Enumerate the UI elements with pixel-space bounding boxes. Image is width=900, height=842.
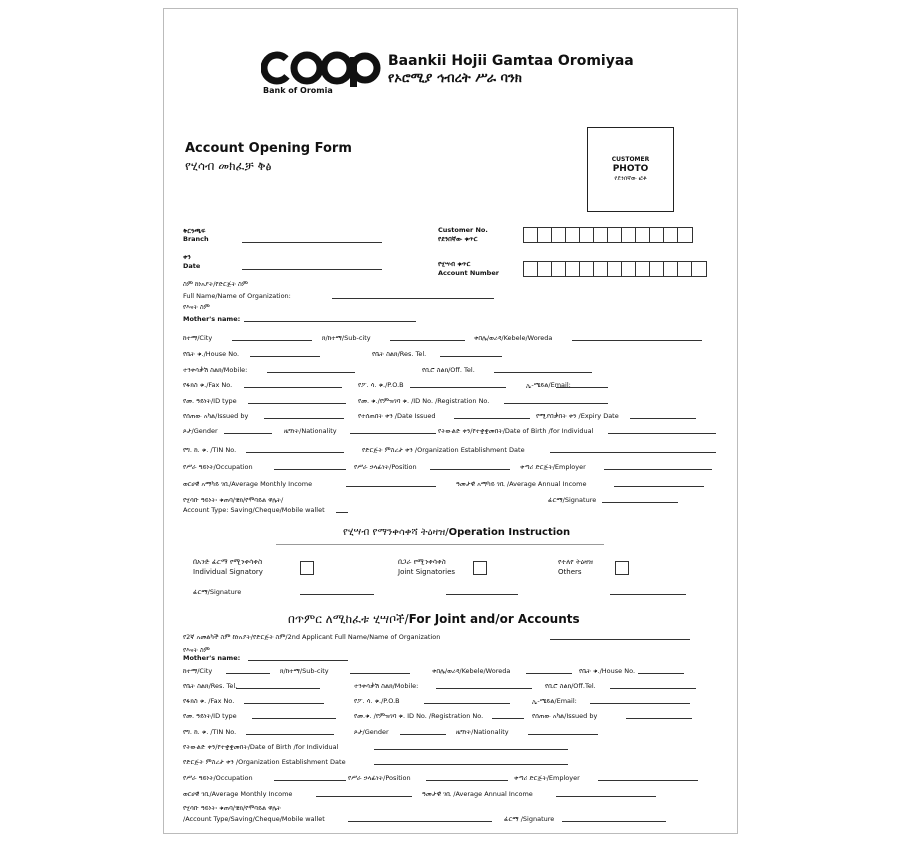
- customer-no-label: Customer No.: [438, 226, 488, 234]
- operation-signature-label: ፊርማ/Signature: [193, 588, 242, 596]
- form-title-en: Account Opening Form: [185, 141, 352, 156]
- email-field[interactable]: [556, 387, 608, 388]
- employer-label: ቀጣሪ ድርጅት/Employer: [520, 463, 586, 471]
- joint-heading-en: For Joint and/or Accounts: [408, 612, 580, 626]
- signature-field-1[interactable]: [300, 594, 374, 595]
- joint-kebele-field[interactable]: [526, 673, 572, 674]
- bank-name-en: Baankii Hojii Gamtaa Oromiyaa: [388, 53, 634, 69]
- avg-annual-income-field[interactable]: [614, 486, 704, 487]
- joint-org-date-field[interactable]: [374, 764, 568, 765]
- individual-signatory-label: Individual Signatory: [193, 568, 263, 576]
- applicant-name-field[interactable]: [550, 639, 690, 640]
- individual-signatory-checkbox[interactable]: [300, 561, 314, 575]
- joint-issued-by-label: የሰጠው አካል/Issued by: [532, 712, 598, 720]
- joint-house-no-label: የቤት ቁ./House No.: [579, 667, 636, 675]
- joint-email-field[interactable]: [590, 703, 690, 704]
- employer-field[interactable]: [604, 469, 712, 470]
- joint-org-date-label: የድርጅት ምስረታ ቀን /Organization Establishment Date: [183, 758, 346, 766]
- org-date-field[interactable]: [550, 452, 716, 453]
- joint-id-type-label: የመ. ዓይነት/ID type: [183, 712, 237, 720]
- full-name-field[interactable]: [332, 298, 494, 299]
- coop-logo-icon: [261, 47, 381, 87]
- nationality-label: ዜግነት/Nationality: [284, 427, 337, 435]
- joint-avg-annual-income-field[interactable]: [556, 796, 656, 797]
- issued-by-label: የሰጠው አካል/Issued by: [183, 412, 249, 420]
- joint-heading-am: በጥምር ለሚከፈቱ ሂሣቦች/: [288, 612, 409, 626]
- full-name-label-am: ስም ከነአያት/የድርጅት ስም: [183, 280, 248, 288]
- others-label: Others: [558, 568, 582, 576]
- house-no-label: የቤት ቁ./House No.: [183, 350, 240, 358]
- joint-position-field[interactable]: [426, 780, 508, 781]
- date-label-am: ቀን: [183, 253, 191, 261]
- avg-monthly-income-field[interactable]: [346, 486, 436, 487]
- id-type-label: የመ. ዓይነት/ID type: [183, 397, 237, 405]
- res-tel-field[interactable]: [440, 356, 502, 357]
- individual-signatory-label-am: በአንድ ፊርማ የሚንቀሳቀስ: [193, 558, 263, 566]
- id-no-field[interactable]: [504, 403, 608, 404]
- city-label: ከተማ/City: [183, 334, 213, 342]
- position-field[interactable]: [430, 469, 510, 470]
- joint-position-label: የሥራ ኃላፊነት/Position: [348, 774, 411, 782]
- joint-off-tel-label: የቢሮ ስልክ/Off.Tel.: [545, 682, 596, 690]
- expiry-date-label: የሚያበቃበት ቀን /Expiry Date: [536, 412, 619, 420]
- joint-fax-label: የፋክስ ቁ. /Fax No.: [183, 697, 235, 705]
- joint-employer-label: ቀጣሪ ድርጅት/Employer: [514, 774, 580, 782]
- account-no-label: Account Number: [438, 269, 499, 277]
- joint-account-type-field[interactable]: [348, 821, 492, 822]
- joint-avg-annual-income-label: ዓመታዊ ገቢ /Average Annual Income: [422, 790, 533, 798]
- joint-city-field[interactable]: [226, 673, 270, 674]
- joint-gender-label: ጾታ/Gender: [354, 728, 389, 736]
- expiry-date-field[interactable]: [630, 418, 696, 419]
- joint-nationality-field[interactable]: [528, 734, 598, 735]
- joint-res-tel-field[interactable]: [236, 688, 320, 689]
- fax-field[interactable]: [244, 387, 342, 388]
- subcity-field[interactable]: [390, 340, 465, 341]
- date-label: Date: [183, 262, 201, 270]
- form-sheet: [163, 8, 738, 834]
- joint-avg-monthly-income-label: ወርሀዊ ገቢ/Average Monthly Income: [183, 790, 293, 798]
- logo-subtext: Bank of Oromia: [263, 86, 333, 95]
- occupation-label: የሥራ ዓይነት/Occupation: [183, 463, 253, 471]
- date-issued-label: የተሰጠበት ቀን /Date Issued: [358, 412, 436, 420]
- email-label: ኢ-ሜይል/Email:: [526, 381, 571, 389]
- avg-annual-income-label: ዓመታዊ አማካይ ገቢ /Average Annual Income: [456, 480, 587, 488]
- avg-monthly-income-label: ወርሀዊ አማካይ ገቢ/Average Monthly Income: [183, 480, 313, 488]
- org-date-label: የድርጅት ምስረታ ቀን /Organization Establishment Date: [362, 446, 525, 454]
- joint-tin-field[interactable]: [246, 734, 334, 735]
- tin-label: የግ. ከ. ቁ. /TIN No.: [183, 446, 237, 454]
- others-label-am: የተለየ ትዕዛዝ: [558, 558, 593, 566]
- joint-mother-name-field[interactable]: [248, 660, 348, 661]
- joint-off-tel-field[interactable]: [610, 688, 696, 689]
- account-no-cells[interactable]: [523, 261, 707, 277]
- id-no-label: የመ. ቁ./የምዝገባ ቁ. /ID No. /Registration No.: [358, 397, 490, 405]
- branch-label: Branch: [183, 235, 209, 243]
- mobile-label: ተንቀሳቃሽ ስልክ/Mobile:: [183, 366, 248, 374]
- joint-signatories-checkbox[interactable]: [473, 561, 487, 575]
- joint-email-label: ኢ-ሜይል/Email:: [532, 697, 577, 705]
- mother-name-label: Mother's name:: [183, 315, 241, 323]
- divider: [276, 544, 604, 545]
- customer-photo-box[interactable]: [587, 127, 674, 212]
- nationality-field[interactable]: [350, 433, 436, 434]
- joint-tin-label: የግ. ከ. ቁ. /TIN No.: [183, 728, 237, 736]
- account-no-label-am: የሂሣብ ቁጥር: [438, 260, 471, 268]
- joint-occupation-label: የሥራ ዓይነት/Occupation: [183, 774, 253, 782]
- joint-subcity-field[interactable]: [350, 673, 410, 674]
- city-field[interactable]: [232, 340, 312, 341]
- applicant-name-label: የ2ኛ አመልካች ስም ከነአያት/የድርጅት ስም/2nd Applicant Full Name/Name of Organization: [183, 633, 441, 641]
- joint-pob-field[interactable]: [424, 703, 510, 704]
- joint-city-label: ከተማ/City: [183, 667, 213, 675]
- occupation-field[interactable]: [274, 469, 346, 470]
- joint-heading: [288, 612, 580, 627]
- joint-id-no-field[interactable]: [492, 718, 524, 719]
- account-type-label-am: የሂሳቡ ዓይነት፡ ቁጠባ/ቼክ/የሞባይል ዋሌት/: [183, 496, 284, 504]
- signature-field[interactable]: [602, 502, 678, 503]
- joint-fax-field[interactable]: [244, 703, 324, 704]
- joint-mother-name-label-am: የእናት ስም: [183, 646, 210, 654]
- date-issued-field[interactable]: [454, 418, 530, 419]
- others-checkbox[interactable]: [615, 561, 629, 575]
- signature-field-2[interactable]: [446, 594, 518, 595]
- mother-name-field[interactable]: [244, 321, 416, 322]
- kebele-field[interactable]: [572, 340, 702, 341]
- joint-account-type-label-am: የሂሳቡ ዓይነት፡ ቁጠባ/ቼክ/የሞባይል ዋሌት: [183, 804, 282, 812]
- joint-signature-label: ፊርማ /Signature: [504, 815, 555, 823]
- date-field[interactable]: [242, 269, 382, 270]
- joint-mother-name-label: Mother's name:: [183, 654, 241, 662]
- joint-dob-label: የትውልድ ቀን/የተቋቋመበት/Date of Birth /for Individual: [183, 743, 339, 751]
- dob-field[interactable]: [608, 433, 716, 434]
- joint-account-type-label: /Account Type/Saving/Cheque/Mobile wallet: [183, 815, 325, 823]
- operation-heading-en: Operation Instruction: [448, 527, 571, 538]
- customer-no-cells[interactable]: [523, 227, 693, 243]
- operation-heading: [343, 527, 570, 538]
- account-type-field[interactable]: [336, 512, 348, 513]
- issued-by-field[interactable]: [264, 418, 344, 419]
- joint-subcity-label: ክ/ከተማ/Sub-city: [280, 667, 329, 675]
- off-tel-field[interactable]: [494, 372, 592, 373]
- branch-field[interactable]: [242, 242, 382, 243]
- kebele-label: ቀበሌ/ወረዳ/Kebele/Woreda: [474, 334, 553, 342]
- subcity-label: ክ/ከተማ/Sub-city: [322, 334, 371, 342]
- fax-label: የፋክስ ቁ./Fax No.: [183, 381, 233, 389]
- signature-label: ፊርማ/Signature: [548, 496, 597, 504]
- branch-label-am: ቅርንጫፍ: [183, 227, 206, 235]
- gender-field[interactable]: [224, 433, 272, 434]
- gender-label: ጾታ/Gender: [183, 427, 218, 435]
- customer-no-label-am: የደንበኛው ቁጥር: [438, 235, 478, 243]
- joint-occupation-field[interactable]: [274, 780, 346, 781]
- pob-field[interactable]: [410, 387, 506, 388]
- joint-res-tel-label: የቤት ስልክ/Res. Tel.: [183, 682, 238, 690]
- joint-issued-by-field[interactable]: [626, 718, 692, 719]
- photo-line2: PHOTO: [612, 164, 649, 174]
- signature-field-3[interactable]: [610, 594, 686, 595]
- position-label: የሥራ ኃላፊነት/Position: [354, 463, 417, 471]
- res-tel-label: የቤት ስልክ/Res. Tel.: [372, 350, 427, 358]
- joint-id-type-field[interactable]: [252, 718, 336, 719]
- joint-gender-field[interactable]: [400, 734, 446, 735]
- operation-heading-am: የሂሣብ የማንቀሳቀሻ ትዕዛዝ/: [343, 527, 449, 538]
- pob-label: የፖ. ሳ. ቁ./P.O.B: [358, 381, 404, 389]
- mother-name-label-am: የእናት ስም: [183, 303, 210, 311]
- house-no-field[interactable]: [250, 356, 320, 357]
- full-name-label: Full Name/Name of Organization:: [183, 292, 291, 300]
- joint-kebele-label: ቀበሌ/ወረዳ/Kebele/Woreda: [432, 667, 511, 675]
- joint-signatories-label: Joint Signatories: [398, 568, 456, 576]
- off-tel-label: የቢሮ ስልክ/Off. Tel.: [422, 366, 475, 374]
- joint-pob-label: የፖ. ሳ. ቁ./P.O.B: [354, 697, 400, 705]
- photo-line3: የደንበኛው ፎቶ: [614, 175, 647, 182]
- joint-signatories-label-am: በጋራ የሚንቀሳቀስ: [398, 558, 446, 566]
- joint-dob-field[interactable]: [374, 749, 568, 750]
- joint-signature-field[interactable]: [562, 821, 666, 822]
- account-type-label: Account Type: Saving/Cheque/Mobile wallet: [183, 506, 325, 514]
- joint-avg-monthly-income-field[interactable]: [316, 796, 412, 797]
- mobile-field[interactable]: [267, 372, 355, 373]
- bank-name-am: የኦሮሚያ ኅብረት ሥራ ባንክ: [388, 71, 522, 86]
- joint-mobile-field[interactable]: [436, 688, 532, 689]
- dob-label: የትውልድ ቀን/የተቋቋመበት/Date of Birth /for Individual: [438, 427, 594, 435]
- form-title-am: የሂሳብ መክፈቻ ቅፅ: [185, 159, 272, 173]
- joint-house-no-field[interactable]: [638, 673, 684, 674]
- joint-id-no-label: የመ.ቁ. /የምዝገባ ቁ. ID No. /Registration No.: [354, 712, 484, 720]
- joint-employer-field[interactable]: [598, 780, 698, 781]
- joint-nationality-label: ዜግነት/Nationality: [456, 728, 509, 736]
- photo-line1: CUSTOMER: [611, 156, 650, 163]
- tin-field[interactable]: [246, 452, 344, 453]
- id-type-field[interactable]: [248, 403, 346, 404]
- joint-mobile-label: ተንቀሳቃሽ ስልክ/Mobile:: [354, 682, 419, 690]
